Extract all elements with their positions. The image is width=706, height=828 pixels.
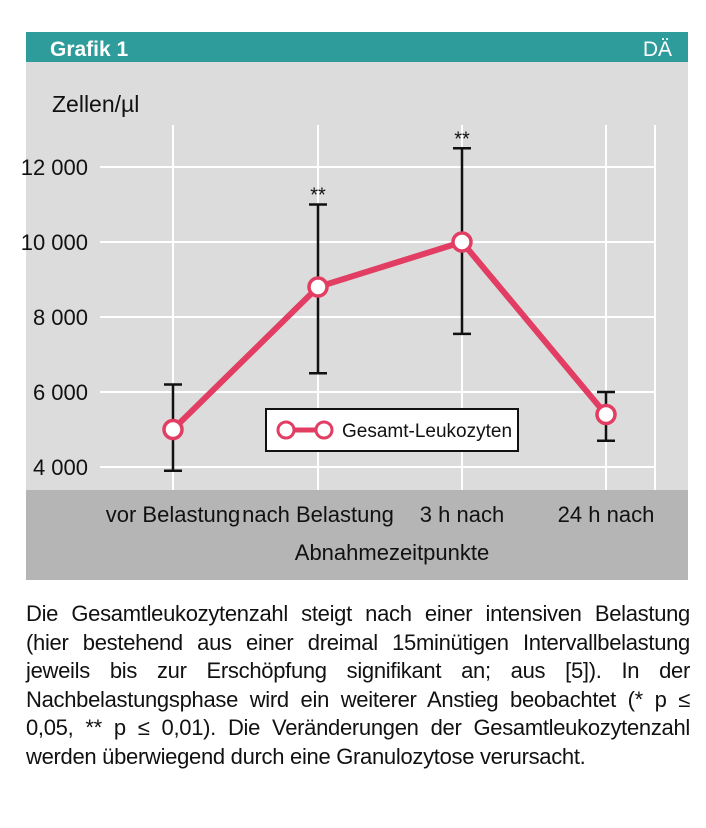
- significance-marker: **: [310, 184, 326, 207]
- x-tick-label: vor Belastung: [105, 502, 241, 527]
- significance-marker: **: [454, 128, 470, 151]
- x-tick-label: 24 h nach: [557, 502, 655, 527]
- header-title: Grafik 1: [50, 38, 129, 61]
- y-tick-label: 8 000: [32, 305, 88, 330]
- legend-label: Gesamt-Leukozyten: [342, 421, 513, 442]
- legend-marker-left: [278, 422, 294, 438]
- x-tick-label: nach Belastung: [242, 502, 394, 527]
- figure-caption: Die Gesamtleukozytenzahl steigt nach einer intensiven Belastung (hier bestehend aus einer dreimal 15minütigen Intervallbelastung jeweils bis zur Erschöpfung signifikant an; aus [5]). In der Nachbelastungsphase wird ein weiterer Anstieg beobachtet (* p ≤ 0,05, ** p ≤ 0,01). Die Veränderungen der Gesamtleukozytenzahl werden überwiegend durch eine Granulozytose verursacht.: [26, 601, 690, 769]
- x-axis-label: Abnahmezeitpunkte: [294, 540, 490, 565]
- y-tick-label: 12 000: [20, 155, 88, 180]
- header-badge: DÄ: [642, 38, 672, 61]
- data-point: [309, 278, 327, 296]
- y-tick-label: 6 000: [32, 380, 88, 405]
- y-tick-label: 4 000: [32, 455, 88, 480]
- data-point: [164, 421, 182, 439]
- y-axis-label: Zellen/µl: [52, 91, 140, 117]
- legend: [266, 409, 518, 451]
- x-axis-ticks: [106, 502, 655, 527]
- data-point: [597, 406, 615, 424]
- y-tick-label: 10 000: [20, 230, 88, 255]
- legend-marker-right: [316, 422, 332, 438]
- data-point: [453, 233, 471, 251]
- x-tick-label: 3 h nach: [419, 502, 505, 527]
